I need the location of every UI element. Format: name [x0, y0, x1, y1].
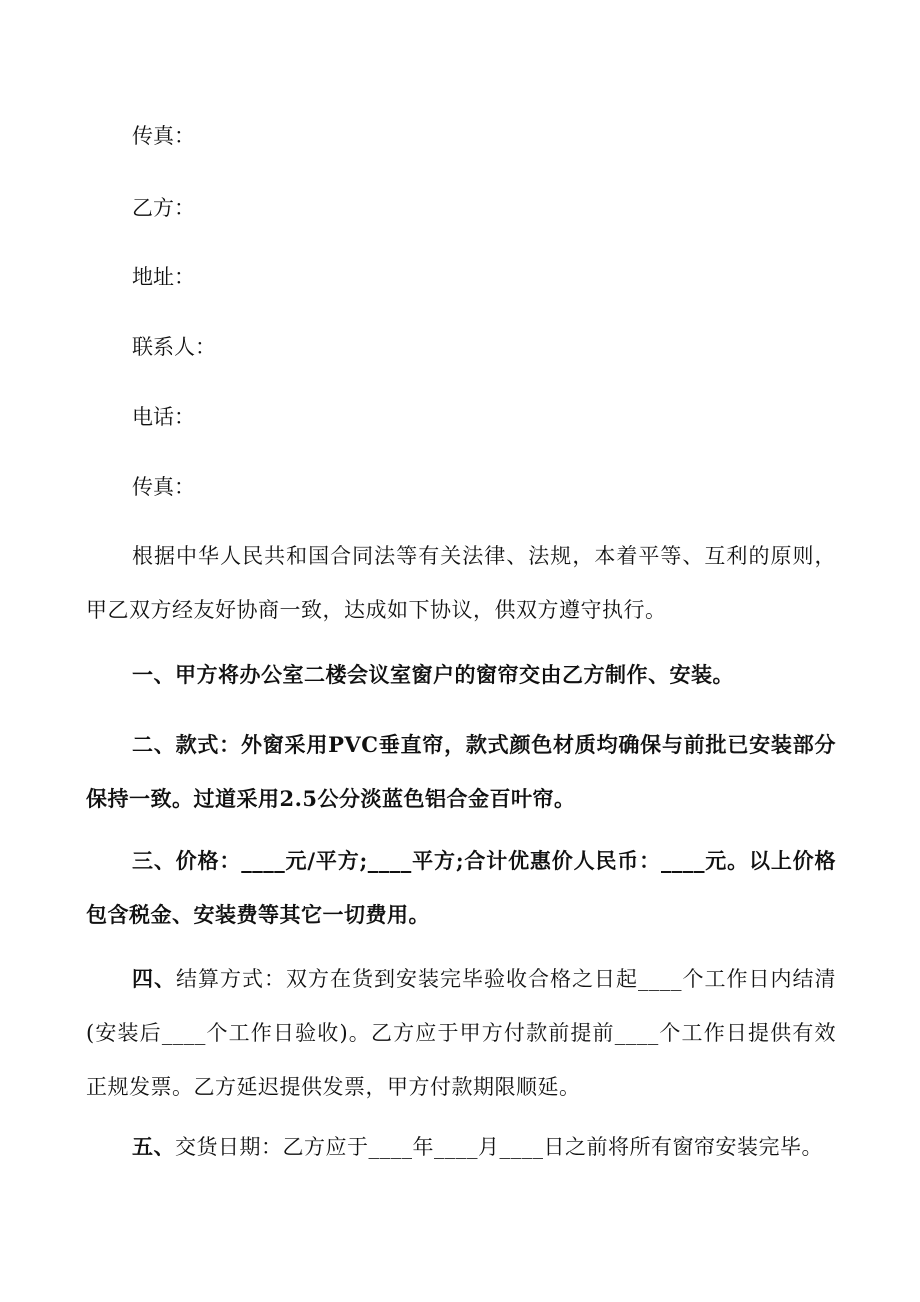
preamble-paragraph: 根据中华人民共和国合同法等有关法律、法规，本着平等、互利的原则，甲乙双方经友好协商一致，达成如下协议，供双方遵守执行。 [86, 544, 836, 622]
clause-5 [86, 1120, 836, 1174]
clause-5-number: 五、 [132, 1134, 175, 1159]
clause-3: 三、价格：____元/平方;____平方;合计优惠价人民币：____元。以上价格包含税金、安装费等其它一切费用。 [86, 848, 836, 927]
party-b-fax-label: 传真： [132, 475, 195, 499]
party-a-fax-label: 传真： [132, 124, 195, 148]
party-b-address-label: 地址： [132, 265, 195, 289]
clause-4-text: 结算方式：双方在货到安装完毕验收合格之日起____个工作日内结清(安装后____个工作日验收)。乙方应于甲方付款前提前____个工作日提供有效正规发票。乙方延迟提供发票，甲方付款期限顺延。 [86, 967, 836, 1099]
party-b-contact-label: 联系人： [132, 335, 216, 359]
party-b-title: 乙方： [132, 196, 195, 220]
clause-2: 二、款式：外窗采用PVC垂直帘，款式颜色材质均确保与前批已安装部分保持一致。过道采用2.5公分淡蓝色铝合金百叶帘。 [86, 732, 836, 811]
party-b-phone-label: 电话： [132, 405, 195, 429]
clause-4-number: 四、 [132, 966, 176, 991]
clause-5-text: 交货日期：乙方应于____年____月____日之前将所有窗帘安装完毕。 [175, 1135, 823, 1159]
clause-1: 一、甲方将办公室二楼会议室窗户的窗帘交由乙方制作、安装。 [132, 662, 734, 687]
clause-4 [86, 952, 836, 1114]
